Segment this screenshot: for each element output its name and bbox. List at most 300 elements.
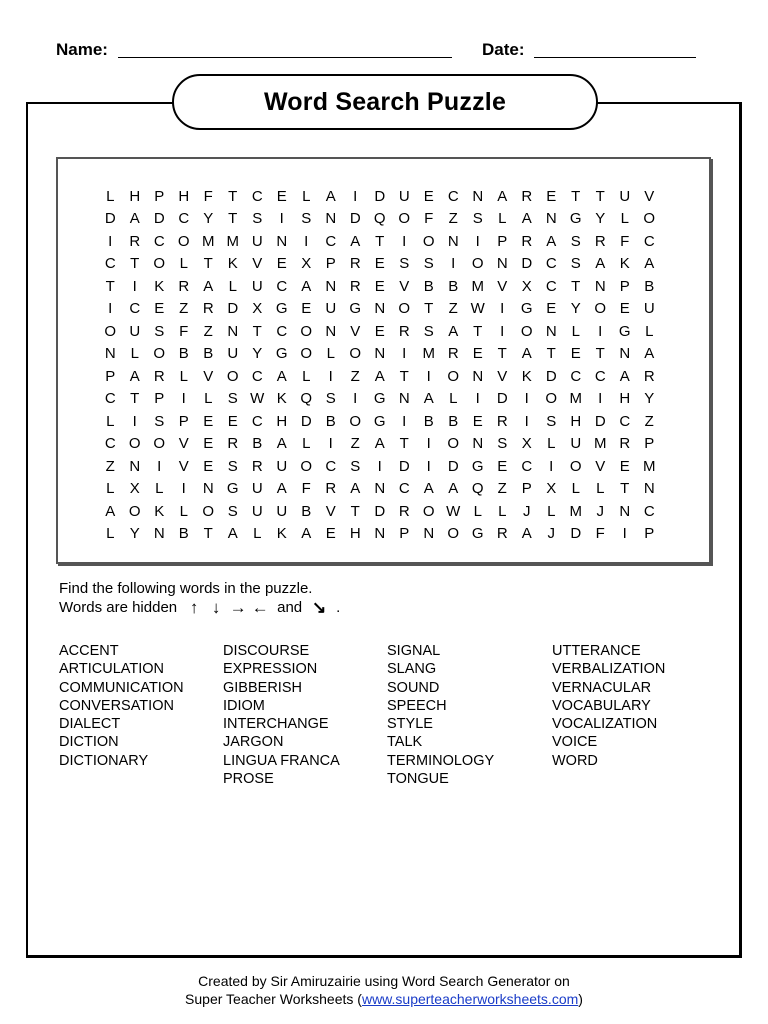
grid-letter[interactable]: H bbox=[178, 187, 190, 205]
grid-letter[interactable]: O bbox=[349, 345, 362, 363]
grid-letter[interactable]: K bbox=[227, 255, 238, 273]
grid-letter[interactable]: I bbox=[279, 210, 284, 228]
grid-letter[interactable]: S bbox=[301, 210, 312, 228]
grid-letter[interactable]: N bbox=[374, 300, 386, 318]
grid-letter[interactable]: E bbox=[203, 457, 214, 475]
grid-letter[interactable]: Y bbox=[570, 300, 581, 318]
grid-letter[interactable]: P bbox=[399, 525, 410, 543]
grid-letter[interactable]: P bbox=[178, 412, 189, 430]
grid-letter[interactable]: D bbox=[227, 300, 239, 318]
grid-letter[interactable]: N bbox=[374, 525, 386, 543]
grid-letter[interactable]: C bbox=[276, 322, 288, 340]
grid-letter[interactable]: M bbox=[471, 277, 484, 295]
grid-letter[interactable]: N bbox=[374, 480, 386, 498]
grid-letter[interactable]: O bbox=[300, 457, 313, 475]
grid-letter[interactable]: I bbox=[598, 322, 603, 340]
grid-letter[interactable]: T bbox=[497, 345, 507, 363]
grid-letter[interactable]: Q bbox=[471, 480, 484, 498]
grid-letter[interactable]: P bbox=[325, 255, 336, 273]
grid-letter[interactable]: C bbox=[570, 367, 582, 385]
grid-letter[interactable]: T bbox=[595, 187, 605, 205]
grid-letter[interactable]: D bbox=[104, 210, 116, 228]
grid-letter[interactable]: N bbox=[202, 480, 214, 498]
grid-letter[interactable]: M bbox=[226, 232, 239, 250]
grid-letter[interactable]: L bbox=[302, 187, 311, 205]
grid-letter[interactable]: D bbox=[374, 502, 386, 520]
grid-letter[interactable]: X bbox=[546, 480, 557, 498]
grid-letter[interactable]: E bbox=[374, 277, 385, 295]
grid-letter[interactable]: D bbox=[153, 210, 165, 228]
grid-letter[interactable]: A bbox=[276, 435, 287, 453]
grid-letter[interactable]: Z bbox=[203, 322, 213, 340]
grid-letter[interactable]: N bbox=[594, 277, 606, 295]
grid-letter[interactable]: E bbox=[276, 187, 287, 205]
grid-letter[interactable]: S bbox=[423, 255, 434, 273]
grid-letter[interactable]: O bbox=[153, 255, 166, 273]
grid-letter[interactable]: E bbox=[472, 412, 483, 430]
grid-letter[interactable]: I bbox=[132, 277, 137, 295]
grid-letter[interactable]: U bbox=[619, 187, 631, 205]
grid-letter[interactable]: L bbox=[498, 210, 507, 228]
grid-letter[interactable]: O bbox=[300, 322, 313, 340]
grid-letter[interactable]: N bbox=[104, 345, 116, 363]
grid-letter[interactable]: N bbox=[472, 187, 484, 205]
footer-link[interactable]: www.superteacherworksheets.com bbox=[361, 991, 579, 1007]
grid-letter[interactable]: K bbox=[154, 502, 165, 520]
grid-letter[interactable]: J bbox=[596, 502, 604, 520]
grid-letter[interactable]: V bbox=[252, 255, 263, 273]
grid-letter[interactable]: S bbox=[570, 232, 581, 250]
grid-letter[interactable]: W bbox=[446, 502, 461, 520]
grid-letter[interactable]: R bbox=[349, 277, 361, 295]
grid-letter[interactable]: N bbox=[398, 390, 410, 408]
grid-letter[interactable]: H bbox=[349, 525, 361, 543]
grid-letter[interactable]: I bbox=[475, 390, 480, 408]
grid-letter[interactable]: T bbox=[620, 480, 630, 498]
grid-letter[interactable]: Y bbox=[595, 210, 606, 228]
grid-letter[interactable]: S bbox=[350, 457, 361, 475]
grid-letter[interactable]: K bbox=[154, 277, 165, 295]
grid-letter[interactable]: Q bbox=[373, 210, 386, 228]
grid-letter[interactable]: N bbox=[545, 210, 557, 228]
grid-letter[interactable]: I bbox=[622, 525, 627, 543]
grid-letter[interactable]: C bbox=[398, 480, 410, 498]
grid-letter[interactable]: C bbox=[251, 412, 263, 430]
grid-letter[interactable]: B bbox=[325, 412, 336, 430]
grid-letter[interactable]: O bbox=[153, 435, 166, 453]
grid-letter[interactable]: P bbox=[154, 390, 165, 408]
grid-letter[interactable]: L bbox=[106, 480, 115, 498]
grid-letter[interactable]: C bbox=[643, 502, 655, 520]
grid-letter[interactable]: N bbox=[227, 322, 239, 340]
grid-letter[interactable]: I bbox=[426, 435, 431, 453]
grid-letter[interactable]: S bbox=[227, 502, 238, 520]
grid-letter[interactable]: V bbox=[595, 457, 606, 475]
grid-letter[interactable]: Y bbox=[203, 210, 214, 228]
grid-letter[interactable]: D bbox=[521, 255, 533, 273]
grid-letter[interactable]: O bbox=[422, 502, 435, 520]
grid-letter[interactable]: I bbox=[328, 367, 333, 385]
grid-letter[interactable]: V bbox=[644, 187, 655, 205]
grid-letter[interactable]: L bbox=[106, 525, 115, 543]
grid-letter[interactable]: F bbox=[595, 525, 605, 543]
grid-letter[interactable]: M bbox=[569, 390, 582, 408]
grid-letter[interactable]: V bbox=[178, 435, 189, 453]
grid-letter[interactable]: L bbox=[106, 412, 115, 430]
grid-letter[interactable]: I bbox=[524, 390, 529, 408]
grid-letter[interactable]: T bbox=[424, 300, 434, 318]
grid-letter[interactable]: K bbox=[619, 255, 630, 273]
grid-letter[interactable]: T bbox=[546, 345, 556, 363]
grid-letter[interactable]: V bbox=[497, 367, 508, 385]
grid-letter[interactable]: S bbox=[154, 322, 165, 340]
grid-letter[interactable]: T bbox=[228, 210, 238, 228]
grid-letter[interactable]: A bbox=[301, 525, 312, 543]
grid-letter[interactable]: N bbox=[472, 367, 484, 385]
grid-letter[interactable]: N bbox=[472, 435, 484, 453]
grid-letter[interactable]: A bbox=[448, 480, 459, 498]
grid-letter[interactable]: I bbox=[549, 457, 554, 475]
grid-letter[interactable]: E bbox=[301, 300, 312, 318]
grid-letter[interactable]: R bbox=[594, 232, 606, 250]
grid-letter[interactable]: V bbox=[399, 277, 410, 295]
grid-letter[interactable]: A bbox=[644, 345, 655, 363]
grid-letter[interactable]: I bbox=[451, 255, 456, 273]
grid-letter[interactable]: N bbox=[496, 255, 508, 273]
grid-letter[interactable]: C bbox=[643, 232, 655, 250]
grid-letter[interactable]: F bbox=[620, 232, 630, 250]
grid-letter[interactable]: R bbox=[496, 525, 508, 543]
grid-letter[interactable]: L bbox=[326, 345, 335, 363]
grid-letter[interactable]: W bbox=[250, 390, 265, 408]
grid-letter[interactable]: X bbox=[301, 255, 312, 273]
grid-letter[interactable]: I bbox=[402, 412, 407, 430]
grid-letter[interactable]: L bbox=[547, 502, 556, 520]
grid-letter[interactable]: L bbox=[155, 480, 164, 498]
grid-letter[interactable]: R bbox=[521, 232, 533, 250]
grid-letter[interactable]: M bbox=[569, 502, 582, 520]
grid-letter[interactable]: A bbox=[276, 480, 287, 498]
grid-letter[interactable]: T bbox=[571, 187, 581, 205]
grid-letter[interactable]: L bbox=[204, 390, 213, 408]
grid-letter[interactable]: U bbox=[276, 502, 288, 520]
grid-letter[interactable]: O bbox=[349, 412, 362, 430]
grid-letter[interactable]: O bbox=[128, 502, 141, 520]
grid-letter[interactable]: L bbox=[302, 367, 311, 385]
grid-letter[interactable]: C bbox=[178, 210, 190, 228]
grid-letter[interactable]: U bbox=[227, 345, 239, 363]
grid-letter[interactable]: A bbox=[227, 525, 238, 543]
grid-letter[interactable]: C bbox=[521, 457, 533, 475]
grid-letter[interactable]: B bbox=[203, 345, 214, 363]
grid-letter[interactable]: E bbox=[546, 187, 557, 205]
grid-letter[interactable]: I bbox=[500, 300, 505, 318]
grid-letter[interactable]: I bbox=[500, 322, 505, 340]
grid-letter[interactable]: A bbox=[497, 187, 508, 205]
grid-letter[interactable]: L bbox=[571, 480, 580, 498]
grid-letter[interactable]: O bbox=[643, 210, 656, 228]
grid-letter[interactable]: M bbox=[422, 345, 435, 363]
grid-letter[interactable]: T bbox=[375, 232, 385, 250]
grid-letter[interactable]: R bbox=[521, 187, 533, 205]
grid-letter[interactable]: G bbox=[520, 300, 533, 318]
grid-letter[interactable]: N bbox=[619, 502, 631, 520]
grid-letter[interactable]: I bbox=[353, 390, 358, 408]
grid-letter[interactable]: G bbox=[373, 390, 386, 408]
grid-letter[interactable]: Z bbox=[448, 210, 458, 228]
grid-letter[interactable]: U bbox=[251, 480, 263, 498]
grid-letter[interactable]: X bbox=[129, 480, 140, 498]
grid-letter[interactable]: A bbox=[644, 255, 655, 273]
grid-letter[interactable]: A bbox=[105, 502, 116, 520]
grid-letter[interactable]: S bbox=[325, 390, 336, 408]
grid-letter[interactable]: F bbox=[179, 322, 189, 340]
grid-letter[interactable]: A bbox=[350, 232, 361, 250]
grid-letter[interactable]: A bbox=[203, 277, 214, 295]
grid-letter[interactable]: L bbox=[302, 435, 311, 453]
grid-letter[interactable]: O bbox=[447, 367, 460, 385]
grid-letter[interactable]: C bbox=[619, 412, 631, 430]
grid-letter[interactable]: I bbox=[108, 232, 113, 250]
grid-letter[interactable]: N bbox=[325, 322, 337, 340]
grid-letter[interactable]: P bbox=[644, 435, 655, 453]
grid-letter[interactable]: A bbox=[521, 210, 532, 228]
grid-letter[interactable]: D bbox=[447, 457, 459, 475]
grid-letter[interactable]: L bbox=[449, 390, 458, 408]
grid-letter[interactable]: Z bbox=[644, 412, 654, 430]
grid-letter[interactable]: A bbox=[276, 367, 287, 385]
grid-letter[interactable]: R bbox=[202, 300, 214, 318]
grid-letter[interactable]: R bbox=[325, 480, 337, 498]
grid-letter[interactable]: G bbox=[373, 412, 386, 430]
grid-letter[interactable]: G bbox=[275, 345, 288, 363]
grid-letter[interactable]: L bbox=[547, 435, 556, 453]
grid-letter[interactable]: R bbox=[643, 367, 655, 385]
grid-letter[interactable]: B bbox=[178, 345, 189, 363]
grid-letter[interactable]: X bbox=[521, 277, 532, 295]
grid-letter[interactable]: E bbox=[497, 457, 508, 475]
grid-letter[interactable]: B bbox=[301, 502, 312, 520]
grid-letter[interactable]: I bbox=[598, 390, 603, 408]
grid-letter[interactable]: E bbox=[374, 322, 385, 340]
grid-letter[interactable]: D bbox=[496, 390, 508, 408]
grid-letter[interactable]: E bbox=[619, 457, 630, 475]
grid-letter[interactable]: A bbox=[301, 277, 312, 295]
grid-letter[interactable]: G bbox=[471, 457, 484, 475]
grid-letter[interactable]: O bbox=[153, 345, 166, 363]
grid-letter[interactable]: I bbox=[402, 345, 407, 363]
grid-letter[interactable]: T bbox=[130, 255, 140, 273]
grid-letter[interactable]: Y bbox=[644, 390, 655, 408]
grid-letter[interactable]: L bbox=[645, 322, 654, 340]
grid-letter[interactable]: U bbox=[276, 457, 288, 475]
grid-letter[interactable]: L bbox=[179, 502, 188, 520]
name-field[interactable] bbox=[118, 57, 452, 58]
grid-letter[interactable]: B bbox=[644, 277, 655, 295]
grid-letter[interactable]: T bbox=[130, 390, 140, 408]
grid-letter[interactable]: G bbox=[226, 480, 239, 498]
grid-letter[interactable]: O bbox=[226, 367, 239, 385]
grid-letter[interactable]: O bbox=[104, 322, 117, 340]
grid-letter[interactable]: B bbox=[423, 277, 434, 295]
grid-letter[interactable]: A bbox=[521, 345, 532, 363]
grid-letter[interactable]: I bbox=[475, 232, 480, 250]
grid-letter[interactable]: V bbox=[350, 322, 361, 340]
grid-letter[interactable]: S bbox=[472, 210, 483, 228]
grid-letter[interactable]: O bbox=[398, 210, 411, 228]
grid-letter[interactable]: U bbox=[251, 232, 263, 250]
grid-letter[interactable]: S bbox=[227, 457, 238, 475]
grid-letter[interactable]: I bbox=[328, 435, 333, 453]
grid-letter[interactable]: R bbox=[349, 255, 361, 273]
grid-letter[interactable]: A bbox=[129, 367, 140, 385]
grid-letter[interactable]: T bbox=[595, 345, 605, 363]
grid-letter[interactable]: R bbox=[447, 345, 459, 363]
grid-letter[interactable]: O bbox=[300, 345, 313, 363]
grid-letter[interactable]: A bbox=[595, 255, 606, 273]
grid-letter[interactable]: X bbox=[521, 435, 532, 453]
grid-letter[interactable]: N bbox=[447, 232, 459, 250]
grid-letter[interactable]: L bbox=[179, 255, 188, 273]
grid-letter[interactable]: I bbox=[402, 232, 407, 250]
grid-letter[interactable]: V bbox=[178, 457, 189, 475]
grid-letter[interactable]: G bbox=[349, 300, 362, 318]
grid-letter[interactable]: S bbox=[252, 210, 263, 228]
grid-letter[interactable]: S bbox=[546, 412, 557, 430]
grid-letter[interactable]: C bbox=[153, 232, 165, 250]
grid-letter[interactable]: J bbox=[523, 502, 531, 520]
grid-letter[interactable]: T bbox=[203, 525, 213, 543]
grid-letter[interactable]: U bbox=[398, 187, 410, 205]
grid-letter[interactable]: C bbox=[251, 367, 263, 385]
grid-letter[interactable]: F bbox=[424, 210, 434, 228]
grid-letter[interactable]: C bbox=[104, 255, 116, 273]
grid-letter[interactable]: C bbox=[104, 390, 116, 408]
grid-letter[interactable]: T bbox=[228, 187, 238, 205]
grid-letter[interactable]: R bbox=[251, 457, 263, 475]
grid-letter[interactable]: E bbox=[325, 525, 336, 543]
grid-letter[interactable]: E bbox=[546, 300, 557, 318]
grid-letter[interactable]: P bbox=[105, 367, 116, 385]
grid-letter[interactable]: D bbox=[545, 367, 557, 385]
grid-letter[interactable]: M bbox=[643, 457, 656, 475]
grid-letter[interactable]: A bbox=[374, 367, 385, 385]
grid-letter[interactable]: D bbox=[300, 412, 312, 430]
grid-letter[interactable]: I bbox=[426, 457, 431, 475]
grid-letter[interactable]: R bbox=[153, 367, 165, 385]
grid-letter[interactable]: L bbox=[130, 345, 139, 363]
grid-letter[interactable]: A bbox=[546, 232, 557, 250]
grid-letter[interactable]: C bbox=[104, 435, 116, 453]
grid-letter[interactable]: A bbox=[129, 210, 140, 228]
grid-letter[interactable]: S bbox=[154, 412, 165, 430]
grid-letter[interactable]: Z bbox=[350, 367, 360, 385]
grid-letter[interactable]: C bbox=[545, 255, 557, 273]
grid-letter[interactable]: W bbox=[470, 300, 485, 318]
grid-letter[interactable]: I bbox=[181, 480, 186, 498]
grid-letter[interactable]: J bbox=[547, 525, 555, 543]
grid-letter[interactable]: D bbox=[570, 525, 582, 543]
grid-letter[interactable]: A bbox=[423, 480, 434, 498]
grid-letter[interactable]: O bbox=[520, 322, 533, 340]
grid-letter[interactable]: R bbox=[496, 412, 508, 430]
grid-letter[interactable]: I bbox=[304, 232, 309, 250]
grid-letter[interactable]: S bbox=[399, 255, 410, 273]
grid-letter[interactable]: O bbox=[447, 435, 460, 453]
grid-letter[interactable]: I bbox=[108, 300, 113, 318]
grid-letter[interactable]: C bbox=[447, 187, 459, 205]
grid-letter[interactable]: R bbox=[619, 435, 631, 453]
grid-letter[interactable]: G bbox=[569, 210, 582, 228]
grid-letter[interactable]: E bbox=[203, 435, 214, 453]
grid-letter[interactable]: H bbox=[276, 412, 288, 430]
grid-letter[interactable]: S bbox=[497, 435, 508, 453]
grid-letter[interactable]: R bbox=[227, 435, 239, 453]
grid-letter[interactable]: Z bbox=[350, 435, 360, 453]
grid-letter[interactable]: T bbox=[203, 255, 213, 273]
grid-letter[interactable]: K bbox=[276, 525, 287, 543]
grid-letter[interactable]: L bbox=[620, 210, 629, 228]
grid-letter[interactable]: S bbox=[570, 255, 581, 273]
grid-letter[interactable]: P bbox=[619, 277, 630, 295]
grid-letter[interactable]: E bbox=[570, 345, 581, 363]
grid-letter[interactable]: T bbox=[252, 322, 262, 340]
grid-letter[interactable]: C bbox=[129, 300, 141, 318]
grid-letter[interactable]: A bbox=[350, 480, 361, 498]
grid-letter[interactable]: H bbox=[129, 187, 141, 205]
grid-letter[interactable]: B bbox=[178, 525, 189, 543]
grid-letter[interactable]: D bbox=[349, 210, 361, 228]
grid-letter[interactable]: N bbox=[129, 457, 141, 475]
grid-letter[interactable]: G bbox=[618, 322, 631, 340]
grid-letter[interactable]: T bbox=[399, 367, 409, 385]
grid-letter[interactable]: O bbox=[128, 435, 141, 453]
grid-letter[interactable]: N bbox=[643, 480, 655, 498]
grid-letter[interactable]: T bbox=[105, 277, 115, 295]
grid-letter[interactable]: G bbox=[471, 525, 484, 543]
grid-letter[interactable]: H bbox=[570, 412, 582, 430]
grid-letter[interactable]: E bbox=[203, 412, 214, 430]
grid-letter[interactable]: A bbox=[374, 435, 385, 453]
grid-letter[interactable]: I bbox=[181, 390, 186, 408]
date-field[interactable] bbox=[534, 57, 696, 58]
grid-letter[interactable]: Y bbox=[129, 525, 140, 543]
grid-letter[interactable]: V bbox=[497, 277, 508, 295]
grid-letter[interactable]: O bbox=[471, 255, 484, 273]
grid-letter[interactable]: U bbox=[570, 435, 582, 453]
grid-letter[interactable]: N bbox=[325, 277, 337, 295]
grid-letter[interactable]: N bbox=[276, 232, 288, 250]
grid-letter[interactable]: D bbox=[374, 187, 386, 205]
grid-letter[interactable]: N bbox=[153, 525, 165, 543]
grid-letter[interactable]: C bbox=[594, 367, 606, 385]
grid-letter[interactable]: N bbox=[374, 345, 386, 363]
grid-letter[interactable]: R bbox=[398, 322, 410, 340]
grid-letter[interactable]: R bbox=[129, 232, 141, 250]
grid-letter[interactable]: M bbox=[594, 435, 607, 453]
grid-letter[interactable]: B bbox=[423, 412, 434, 430]
grid-letter[interactable]: K bbox=[276, 390, 287, 408]
grid-letter[interactable]: U bbox=[325, 300, 337, 318]
grid-letter[interactable]: V bbox=[325, 502, 336, 520]
grid-letter[interactable]: O bbox=[398, 300, 411, 318]
grid-letter[interactable]: N bbox=[423, 525, 435, 543]
grid-letter[interactable]: Y bbox=[252, 345, 263, 363]
grid-letter[interactable]: L bbox=[253, 525, 262, 543]
grid-letter[interactable]: L bbox=[596, 480, 605, 498]
grid-letter[interactable]: H bbox=[619, 390, 631, 408]
grid-letter[interactable]: Z bbox=[497, 480, 507, 498]
